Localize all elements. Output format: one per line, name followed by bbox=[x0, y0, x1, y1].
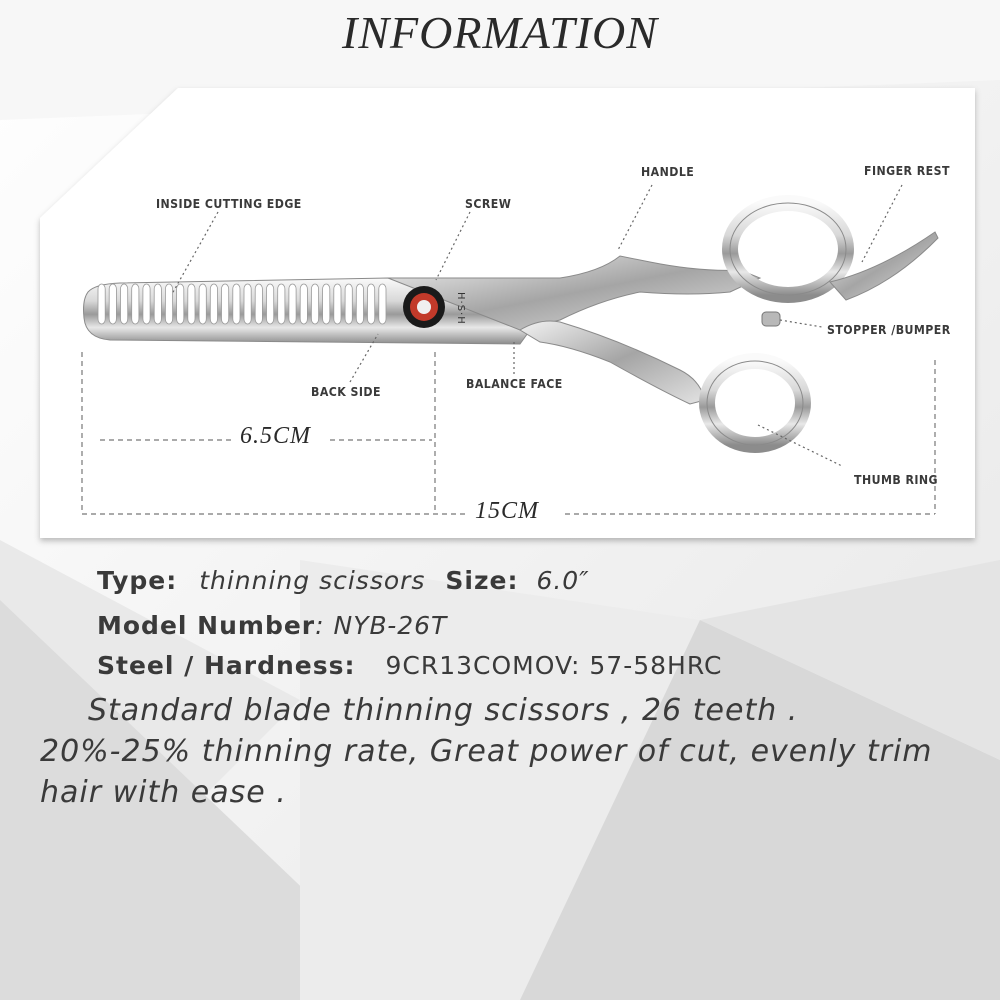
dimension-blade-length: 6.5CM bbox=[240, 423, 311, 449]
blade-tooth bbox=[233, 284, 240, 324]
label-finger-rest: FINGER REST bbox=[864, 163, 950, 178]
blade-tooth bbox=[379, 284, 386, 324]
brand-logo-text: H·S·H bbox=[455, 292, 466, 325]
blade-tooth bbox=[165, 284, 172, 324]
model-label: Model Number bbox=[97, 611, 316, 640]
blade-tooth bbox=[311, 284, 318, 324]
steel-value: 9CR13COMOV: 57-58HRC bbox=[385, 651, 723, 680]
blade-tooth bbox=[177, 284, 184, 324]
label-back-side: BACK SIDE bbox=[311, 384, 381, 399]
blade-tooth bbox=[345, 284, 352, 324]
spec-type-size bbox=[97, 566, 590, 595]
label-balance-face: BALANCE FACE bbox=[466, 376, 563, 391]
blade-tooth bbox=[356, 284, 363, 324]
spec-steel bbox=[97, 651, 722, 680]
blade-tooth bbox=[143, 284, 150, 324]
blade-tooth bbox=[300, 284, 307, 324]
label-thumb-ring: THUMB RING bbox=[854, 472, 939, 487]
size-label: Size: bbox=[445, 566, 519, 595]
blade-tooth bbox=[368, 284, 375, 324]
blade-tooth bbox=[109, 284, 116, 324]
label-screw: SCREW bbox=[465, 196, 512, 211]
type-label: Type: bbox=[97, 566, 178, 595]
blade-tooth bbox=[278, 284, 285, 324]
blade-tooth bbox=[154, 284, 161, 324]
blade-tooth bbox=[210, 284, 217, 324]
steel-label: Steel / Hardness: bbox=[97, 651, 356, 680]
label-inside-cutting-edge: INSIDE CUTTING EDGE bbox=[156, 196, 302, 211]
blade-tooth bbox=[199, 284, 206, 324]
page-title: INFORMATION bbox=[342, 7, 658, 58]
dimension-total-length: 15CM bbox=[475, 498, 539, 524]
label-stopper-bumper: STOPPER /BUMPER bbox=[827, 322, 951, 337]
blade-tooth bbox=[222, 284, 229, 324]
description-line-2: 20%-25% thinning rate, Great power of cut, evenly trim hair with ease . bbox=[40, 734, 933, 810]
model-value: : NYB-26T bbox=[315, 611, 448, 640]
description-line-1: Standard blade thinning scissors , 26 teeth . bbox=[88, 693, 799, 728]
blade-tooth bbox=[267, 284, 274, 324]
blade-tooth bbox=[289, 284, 296, 324]
blade-tooth bbox=[334, 284, 341, 324]
label-handle: HANDLE bbox=[641, 164, 695, 179]
product-description bbox=[40, 690, 970, 813]
blade-tooth bbox=[255, 284, 262, 324]
blade-tooth bbox=[323, 284, 330, 324]
blade-tooth bbox=[244, 284, 251, 324]
blade-tooth bbox=[188, 284, 195, 324]
spec-model bbox=[97, 611, 447, 640]
blade-tooth bbox=[98, 284, 105, 324]
blade-tooth bbox=[132, 284, 139, 324]
blade-tooth bbox=[121, 284, 128, 324]
size-value: 6.0″ bbox=[536, 566, 590, 595]
type-value: thinning scissors bbox=[199, 566, 426, 595]
